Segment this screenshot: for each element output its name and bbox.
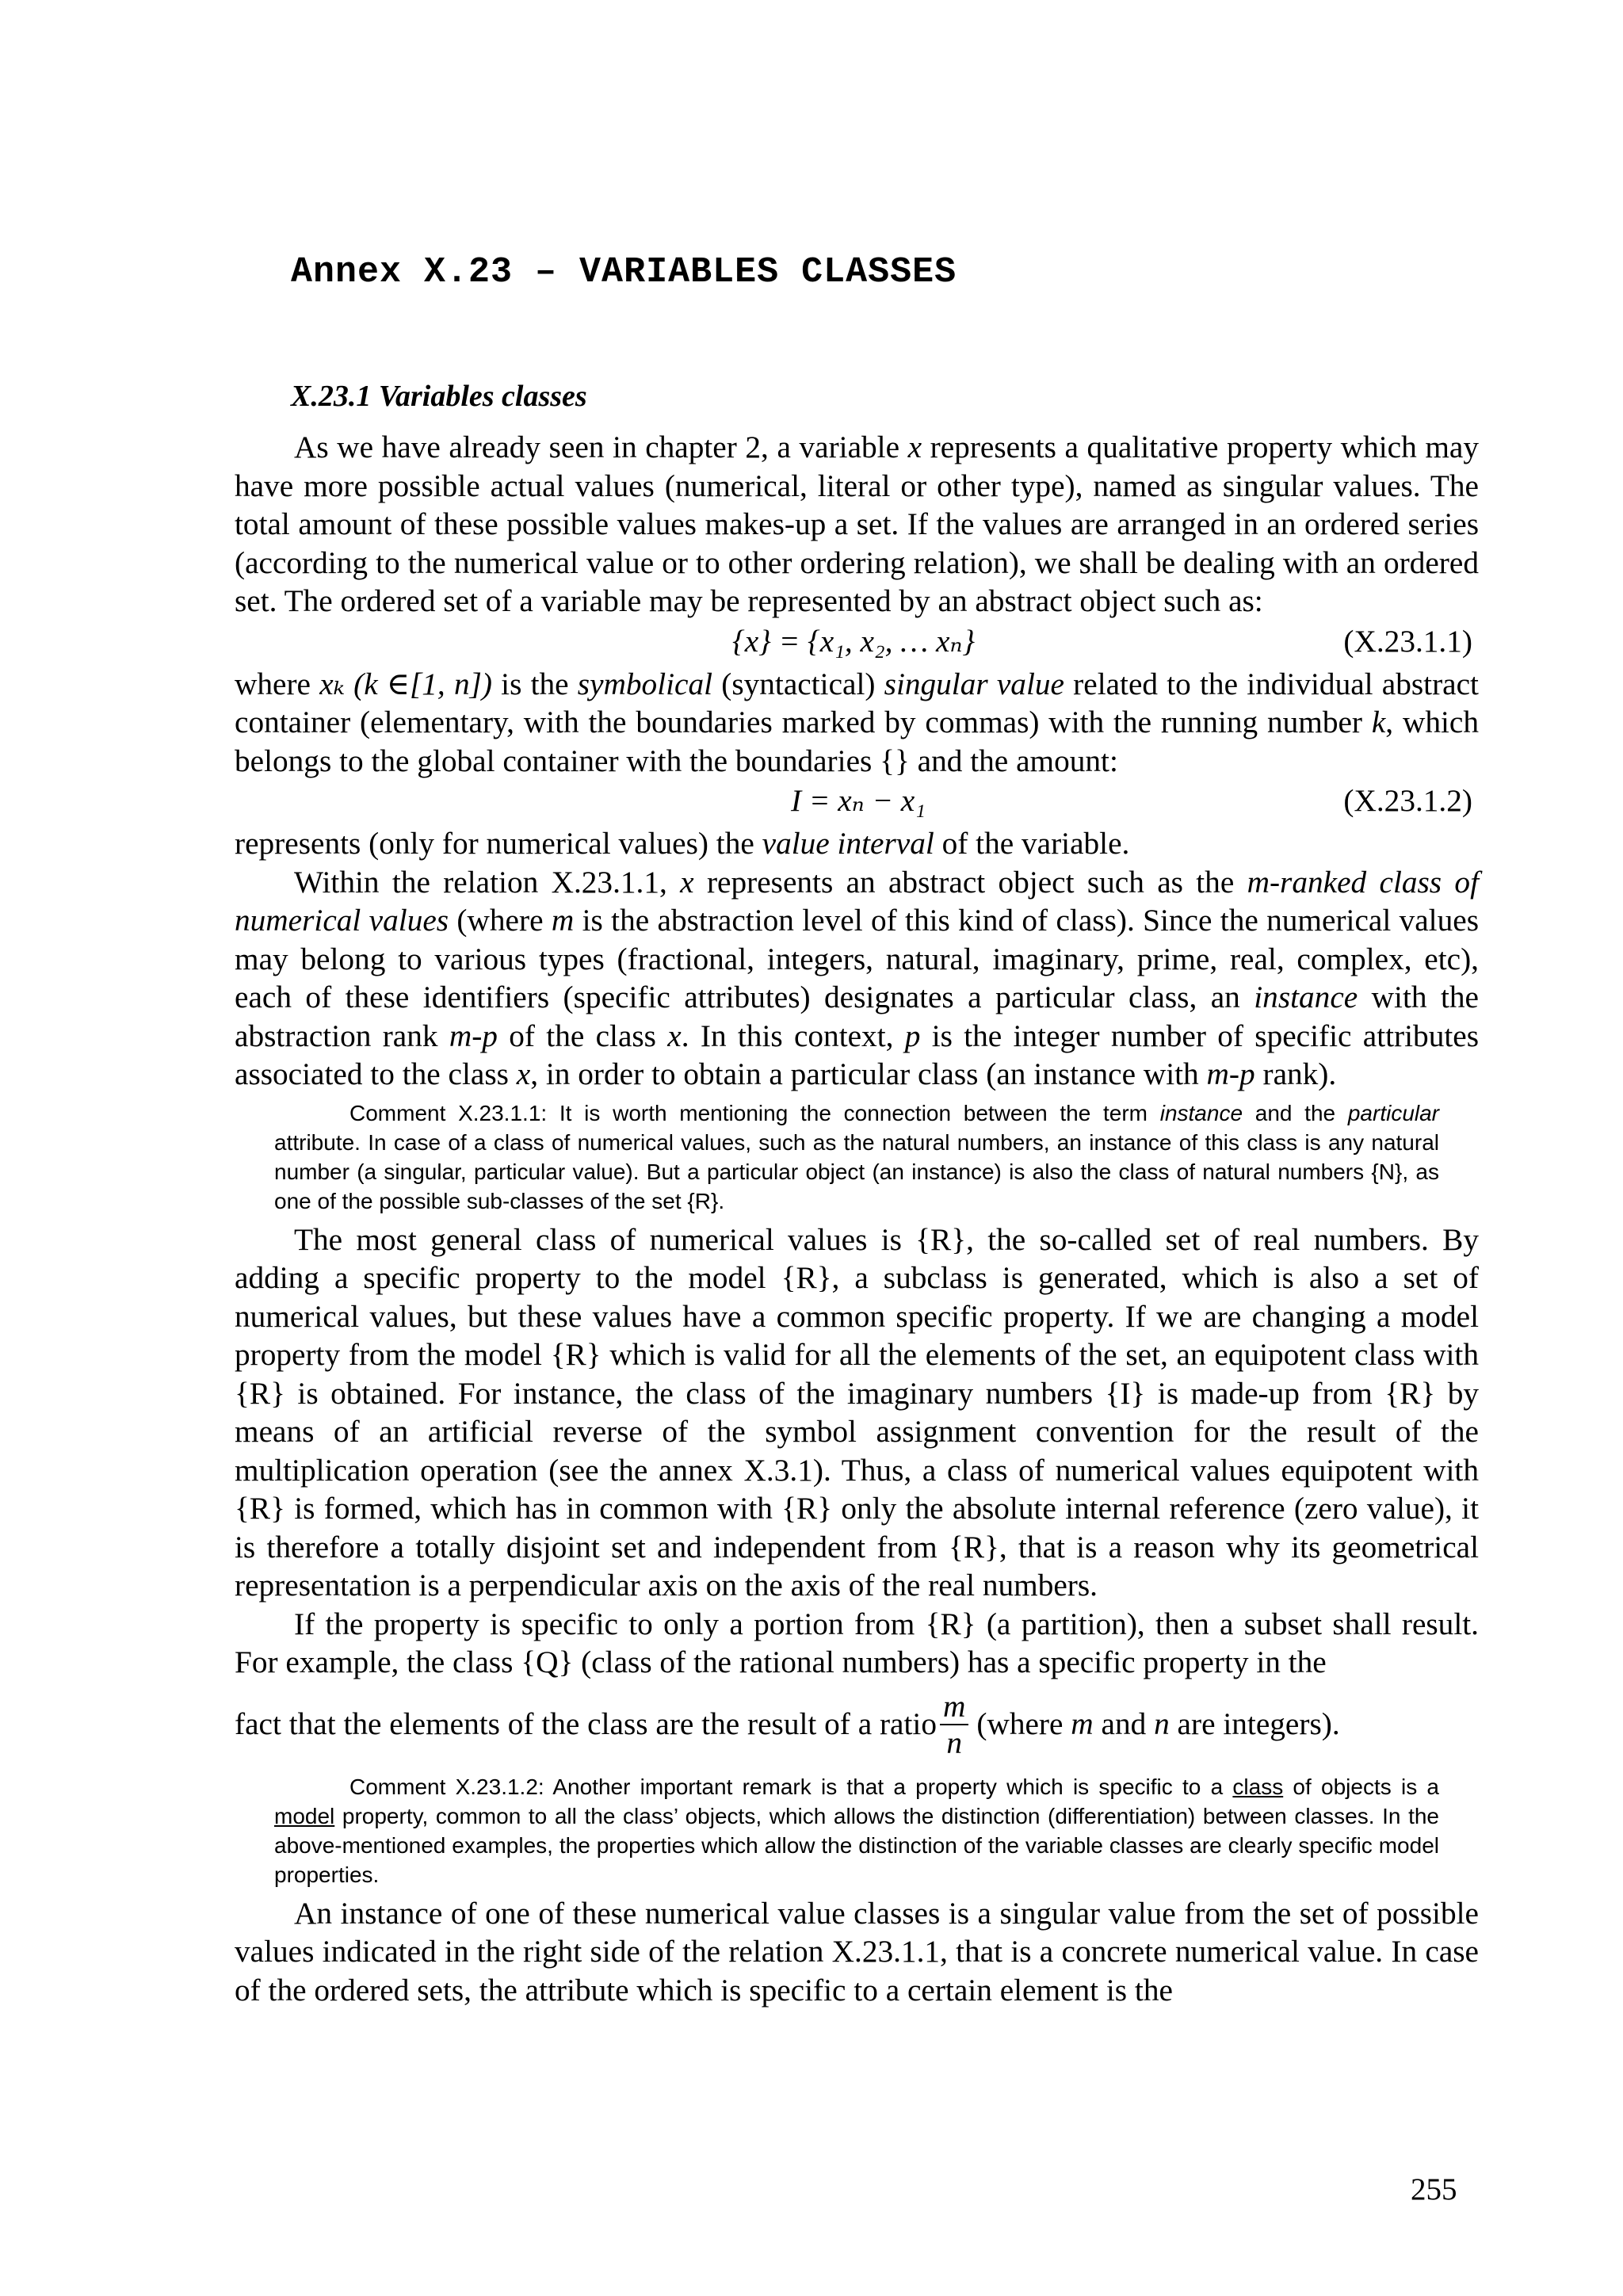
equation-2 <box>235 781 1479 823</box>
equation-2-number: (X.23.1.2) <box>1343 783 1472 818</box>
paragraph-5: The most general class of numerical values is {R}, the so-called set of real numbers. By adding a specific property to the model {R}, a subclass is generated, which is also a set of numerical values, but these values have a common specific property. If we are changing a model property from the model {R} which is valid for all the elements of the set, an equipotent class with {R} is obtained. For instance, the class of the imaginary numbers {I} is made-up from {R} by means of an artificial reverse of the symbol assignment convention for the result of the multiplication operation (see the annex X.3.1). Thus, a class of numerical values equipotent with {R} is formed, which has in common with {R} only the absolute internal reference (zero value), it is therefore a totally disjoint set and independent from {R}, that is a reason why its geometrical representation is a perpendicular axis on the axis of the real numbers. <box>235 1221 1479 1603</box>
equation-1-number: (X.23.1.1) <box>1343 623 1472 659</box>
section-title: X.23.1 Variables classes <box>291 380 587 413</box>
equation-1 <box>235 622 1479 663</box>
paragraph-2: where xₖ (k ∈[1, n]) is the symbolical (syntactical) singular value related to the individual abstract container (elementary, with the boundaries marked by commas) with the running number k, which belongs to the global container with the boundaries {} and the amount: <box>235 666 1479 778</box>
paragraph-3: represents (only for numerical values) the value interval of the variable. <box>235 826 1130 861</box>
comment-2: Comment X.23.1.2: Another important remark is that a property which is specific to a class of objects is a model property, common to all the class’ objects, which allows the distinction (differentiation) between classes. In the above-mentioned examples, the properties which allow the distinction of the variable classes are clearly specific model properties. <box>274 1774 1440 1887</box>
paragraph-6-fraction-line: fact that the elements of the class are the result of a ratio $\frac{m}{n}$ (where m and n are integers). <box>235 1688 1340 1760</box>
page-number: 255 <box>1411 2172 1457 2206</box>
paragraph-1: As we have already seen in chapter 2, a variable x represents a qualitative property which may have more possible actual values (numerical, literal or other type), named as singular values. The total amount of these possible values makes-up a set. If the values are arranged in an ordered series (according to the numerical value or to other ordering relation), we shall be dealing with an ordered set. The ordered set of a variable may be represented by an abstract object such as: <box>235 430 1479 618</box>
paragraph-4: Within the relation X.23.1.1, x represents an abstract object such as the m-ranked class of numerical values (where m is the abstraction level of this kind of class). Since the numerical values may belong to various types (fractional, integers, natural, imaginary, prime, real, complex, etc), each of these identifiers (specific attributes) designates a particular class, an instance with the abstraction rank m-p of the class x. In this context, p is the integer number of specific attributes associated to the class x, in order to obtain a particular class (an instance with m-p rank). <box>235 864 1479 1091</box>
paragraph-7: An instance of one of these numerical value classes is a singular value from the set of possible values indicated in the right side of the relation X.23.1.1, that is a concrete numerical value. In case of the ordered sets, the attribute which is specific to a certain element is the <box>235 1895 1479 2008</box>
paragraph-6: If the property is specific to only a portion from {R} (a partition), then a subset shall result. For example, the class {Q} (class of the rational numbers) has a specific property in the <box>235 1606 1479 1679</box>
body-content <box>235 428 1479 2009</box>
annex-title: Annex X.23 – VARIABLES CLASSES <box>291 252 957 292</box>
equation-1-formula: {x} = {x₁, x₂, … xₙ} <box>732 623 976 659</box>
equation-2-formula: I = xₙ − x₁ <box>791 783 926 818</box>
ratio-fraction: $\frac{m}{n}$ <box>940 1689 968 1760</box>
comment-1: Comment X.23.1.1: It is worth mentioning the connection between the term instance and the particular attribute. In case of a class of numerical values, such as the natural numbers, an instance of this class is any natural number (a singular, particular value). But a particular object (an instance) is also the class of natural numbers {N}, as one of the possible sub-classes of the set {R}. <box>274 1100 1440 1213</box>
